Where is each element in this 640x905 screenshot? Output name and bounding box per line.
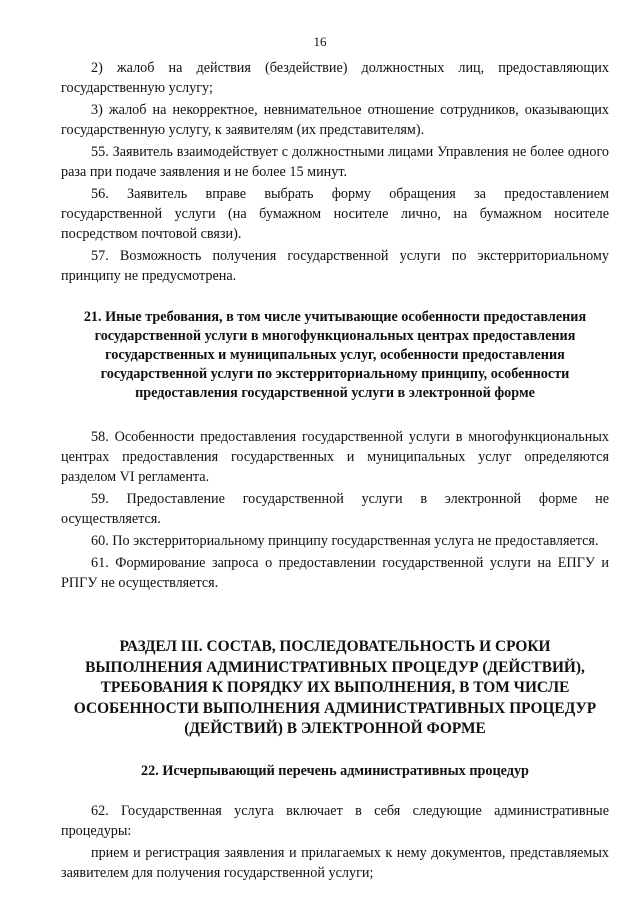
paragraph-61: 61. Формирование запроса о предоставлении государственной услуги на ЕПГУ и РПГУ не осуществляется.: [61, 555, 609, 591]
list-item-reception: прием и регистрация заявления и прилагаемых к нему документов, представляемых заявителем для получения государственной услуги;: [61, 844, 609, 881]
paragraph-62: 62. Государственная услуга включает в себя следующие административные процедуры:: [61, 802, 609, 839]
heading-section-22: 22. Исчерпывающий перечень административных процедур: [141, 762, 529, 779]
paragraph-57: 57. Возможность получения государственной услуги по экстерриториальному принципу не предусмотрена.: [61, 248, 609, 284]
page-number: 16: [313, 34, 327, 49]
paragraph-55: 55. Заявитель взаимодействует с должностными лицами Управления не более одного раза при подаче заявления и не более 15 минут.: [61, 144, 609, 180]
paragraph-60: 60. По экстерриториальному принципу государственная услуга не предоставляется.: [91, 533, 599, 549]
paragraph-complaint-3: 3) жалоб на некорректное, невнимательное отношение сотрудников, оказывающих государственную услугу, к заявителям (их представителям).: [61, 102, 609, 138]
paragraph-59: 59. Предоставление государственной услуги в электронной форме не осуществляется.: [61, 491, 609, 527]
document-body: [61, 58, 609, 883]
paragraph-58: 58. Особенности предоставления государственной услуги в многофункциональных центрах предоставления государственных и муниципальных услуг определяются разделом VI регламента.: [61, 429, 609, 485]
heading-section-21: 21. Иные требования, в том числе учитывающие особенности предоставления государственной услуги в многофункциональных центрах предоставления государственных и муниципальных услуг, особенности предоставления государственной услуги по экстерриториальному принципу, особенности предоставления государственной услуги в электронной форме: [83, 309, 587, 401]
paragraph-complaint-2: 2) жалоб на действия (бездействие) должностных лиц, предоставляющих государственную услугу;: [61, 60, 609, 96]
heading-part-3: РАЗДЕЛ III. СОСТАВ, ПОСЛЕДОВАТЕЛЬНОСТЬ И СРОКИ ВЫПОЛНЕНИЯ АДМИНИСТРАТИВНЫХ ПРОЦЕДУР (ДЕЙСТВИЙ), ТРЕБОВАНИЯ К ПОРЯДКУ ИХ ВЫПОЛНЕНИЯ, В ТОМ ЧИСЛЕ ОСОБЕННОСТИ ВЫПОЛНЕНИЯ АДМИНИСТРАТИВНЫХ ПРОЦЕДУР (ДЕЙСТВИЙ) В ЭЛЕКТРОННОЙ ФОРМЕ: [73, 638, 597, 737]
paragraph-56: 56. Заявитель вправе выбрать форму обращения за предоставлением государственной услуги (на бумажном носителе лично, на бумажном носителе посредством почтовой связи).: [61, 186, 609, 242]
